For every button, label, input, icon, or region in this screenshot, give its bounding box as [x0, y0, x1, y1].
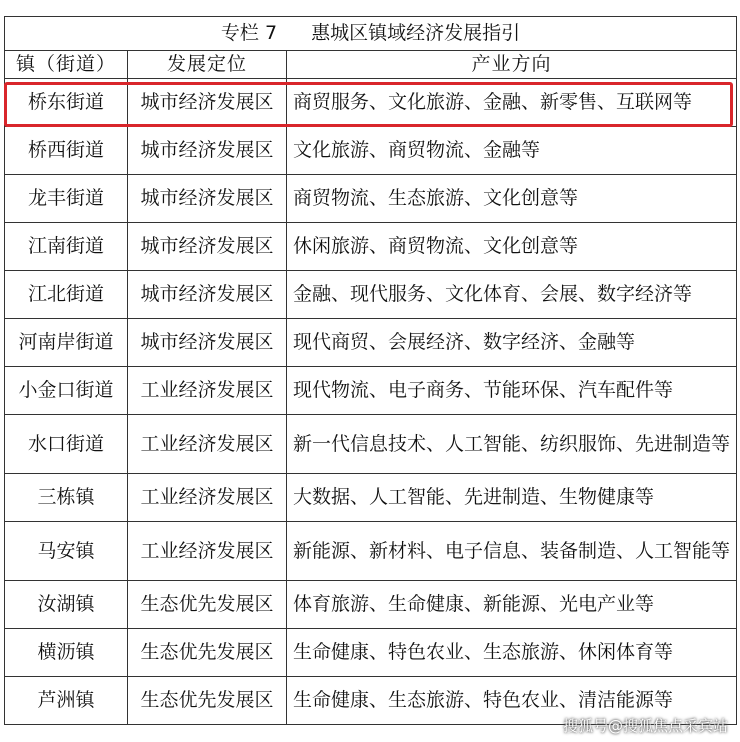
town-cell: 汝湖镇 — [5, 581, 128, 629]
direction-cell: 新能源、新材料、电子信息、装备制造、人工智能等 — [287, 522, 737, 581]
table-caption — [5, 17, 737, 51]
direction-cell: 现代商贸、会展经济、数字经济、金融等 — [287, 319, 737, 367]
town-cell: 河南岸街道 — [5, 319, 128, 367]
position-cell: 城市经济发展区 — [128, 79, 287, 127]
town-cell: 江南街道 — [5, 223, 128, 271]
direction-cell: 文化旅游、商贸物流、金融等 — [287, 127, 737, 175]
table-row — [5, 319, 737, 367]
direction-cell: 现代物流、电子商务、节能环保、汽车配件等 — [287, 367, 737, 415]
direction-cell: 休闲旅游、商贸物流、文化创意等 — [287, 223, 737, 271]
table-row — [5, 367, 737, 415]
position-cell: 工业经济发展区 — [128, 367, 287, 415]
table-row — [5, 474, 737, 522]
table-row — [5, 629, 737, 677]
position-cell: 城市经济发展区 — [128, 319, 287, 367]
position-cell: 城市经济发展区 — [128, 271, 287, 319]
town-cell: 马安镇 — [5, 522, 128, 581]
town-cell: 桥东街道 — [5, 79, 128, 127]
watermark-text: 搜狐号@搜狐焦点采宾站 — [562, 717, 728, 735]
direction-cell: 商贸服务、文化旅游、金融、新零售、互联网等 — [287, 79, 737, 127]
table-row — [5, 79, 737, 127]
position-cell: 城市经济发展区 — [128, 127, 287, 175]
town-cell: 水口街道 — [5, 415, 128, 474]
position-cell: 生态优先发展区 — [128, 677, 287, 725]
direction-cell: 商贸物流、生态旅游、文化创意等 — [287, 175, 737, 223]
direction-cell: 生命健康、特色农业、生态旅游、休闲体育等 — [287, 629, 737, 677]
position-cell: 工业经济发展区 — [128, 522, 287, 581]
table-row — [5, 127, 737, 175]
position-cell: 生态优先发展区 — [128, 581, 287, 629]
caption-label: 专栏 7 — [220, 22, 278, 44]
table-row — [5, 175, 737, 223]
direction-cell: 新一代信息技术、人工智能、纺织服饰、先进制造等 — [287, 415, 737, 474]
direction-cell: 生命健康、生态旅游、特色农业、清洁能源等 — [287, 677, 737, 725]
position-cell: 城市经济发展区 — [128, 175, 287, 223]
direction-cell: 体育旅游、生命健康、新能源、光电产业等 — [287, 581, 737, 629]
table-row — [5, 581, 737, 629]
caption-title: 惠城区镇域经济发展指引 — [311, 22, 521, 44]
position-cell: 工业经济发展区 — [128, 415, 287, 474]
header-position: 发展定位 — [128, 51, 287, 79]
town-cell: 芦洲镇 — [5, 677, 128, 725]
town-cell: 桥西街道 — [5, 127, 128, 175]
header-town: 镇（街道） — [5, 51, 128, 79]
header-direction: 产业方向 — [287, 51, 737, 79]
table-row — [5, 271, 737, 319]
table-row — [5, 522, 737, 581]
position-cell: 工业经济发展区 — [128, 474, 287, 522]
table-row — [5, 415, 737, 474]
town-cell: 江北街道 — [5, 271, 128, 319]
town-cell: 小金口街道 — [5, 367, 128, 415]
development-guide-table — [4, 16, 737, 725]
direction-cell: 金融、现代服务、文化体育、会展、数字经济等 — [287, 271, 737, 319]
caption-row — [5, 17, 737, 51]
table-row — [5, 223, 737, 271]
position-cell: 城市经济发展区 — [128, 223, 287, 271]
town-cell: 三栋镇 — [5, 474, 128, 522]
town-cell: 龙丰街道 — [5, 175, 128, 223]
direction-cell: 大数据、人工智能、先进制造、生物健康等 — [287, 474, 737, 522]
header-row — [5, 51, 737, 79]
position-cell: 生态优先发展区 — [128, 629, 287, 677]
town-cell: 横沥镇 — [5, 629, 128, 677]
